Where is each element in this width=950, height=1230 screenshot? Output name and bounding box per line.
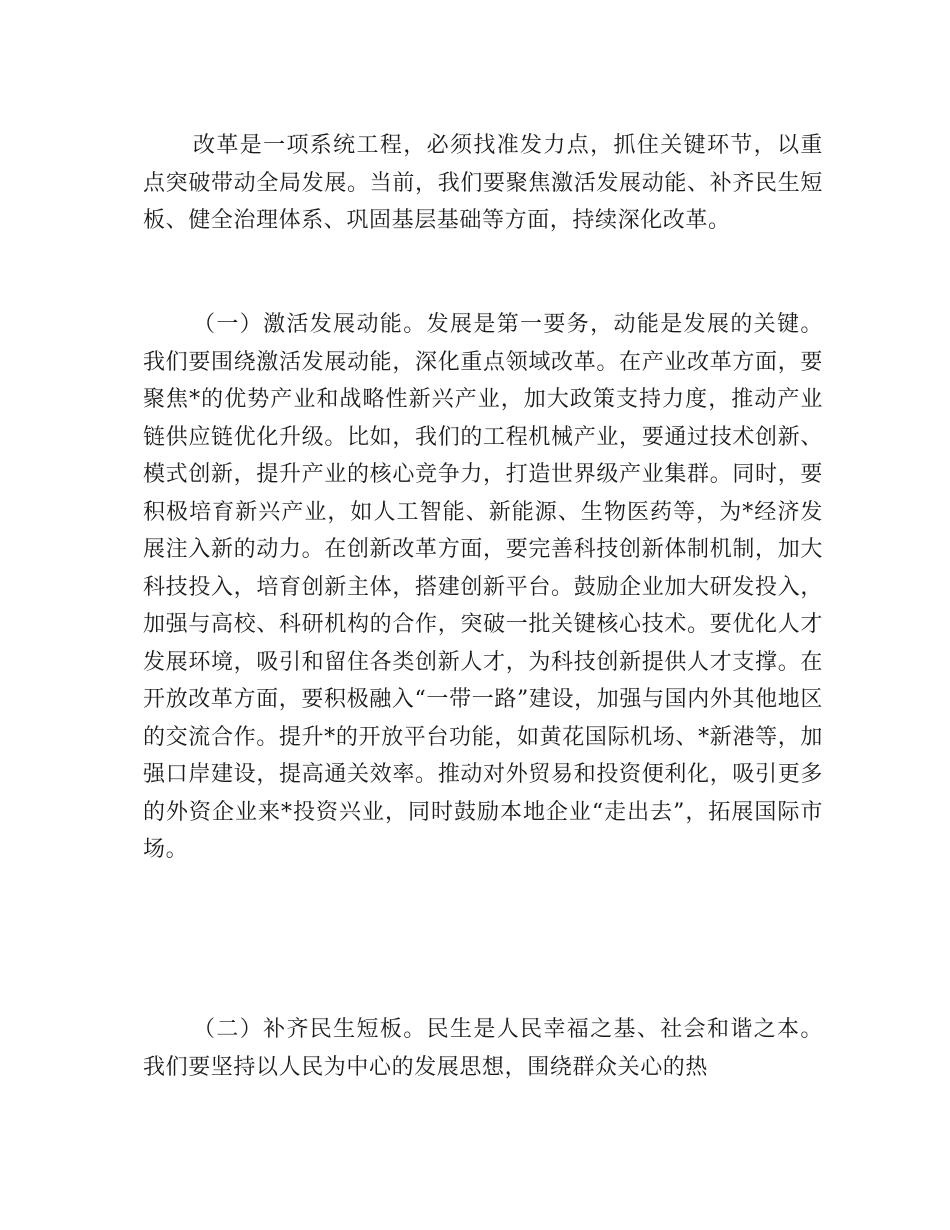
paragraph-section-two: （二）补齐民生短板。民生是人民幸福之基、社会和谐之本。我们要坚持以人民为中心的发展思想，围绕群众关心的热 [143,1017,823,1080]
paragraph-intro-block [143,127,823,240]
paragraph-section-one: （一）激活发展动能。发展是第一要务，动能是发展的关键。我们要围绕激活发展动能，深化重点领域改革。在产业改革方面，要聚焦*的优势产业和战略性新兴产业，加大政策支持力度，推动产业链供应链优化升级。比如，我们的工程机械产业，要通过技术创新、模式创新，提升产业的核心竞争力，打造世界级产业集群。同时，要积极培育新兴产业，如人工智能、新能源、生物医药等，为*经济发展注入新的动力。在创新改革方面，要完善科技创新体制机制，加大科技投入，培育创新主体，搭建创新平台。鼓励企业加大研发投入，加强与高校、科研机构的合作，突破一批关键核心技术。要优化人才发展环境，吸引和留住各类创新人才，为科技创新提供人才支撑。在开放改革方面，要积极融入“一带一路”建设，加强与国内外其他地区的交流合作。提升*的开放平台功能，如黄花国际机场、*新港等，加强口岸建设，提高通关效率。推动对外贸易和投资便利化，吸引更多的外资企业来*投资兴业，同时鼓励本地企业“走出去”，拓展国际市场。 [143,312,823,862]
paragraph-section-two-block [143,1011,823,1086]
paragraph-intro: 改革是一项系统工程，必须找准发力点，抓住关键环节，以重点突破带动全局发展。当前，我们要聚焦激活发展动能、补齐民生短板、健全治理体系、巩固基层基础等方面，持续深化改革。 [143,133,823,233]
paragraph-section-one-block [143,306,823,869]
